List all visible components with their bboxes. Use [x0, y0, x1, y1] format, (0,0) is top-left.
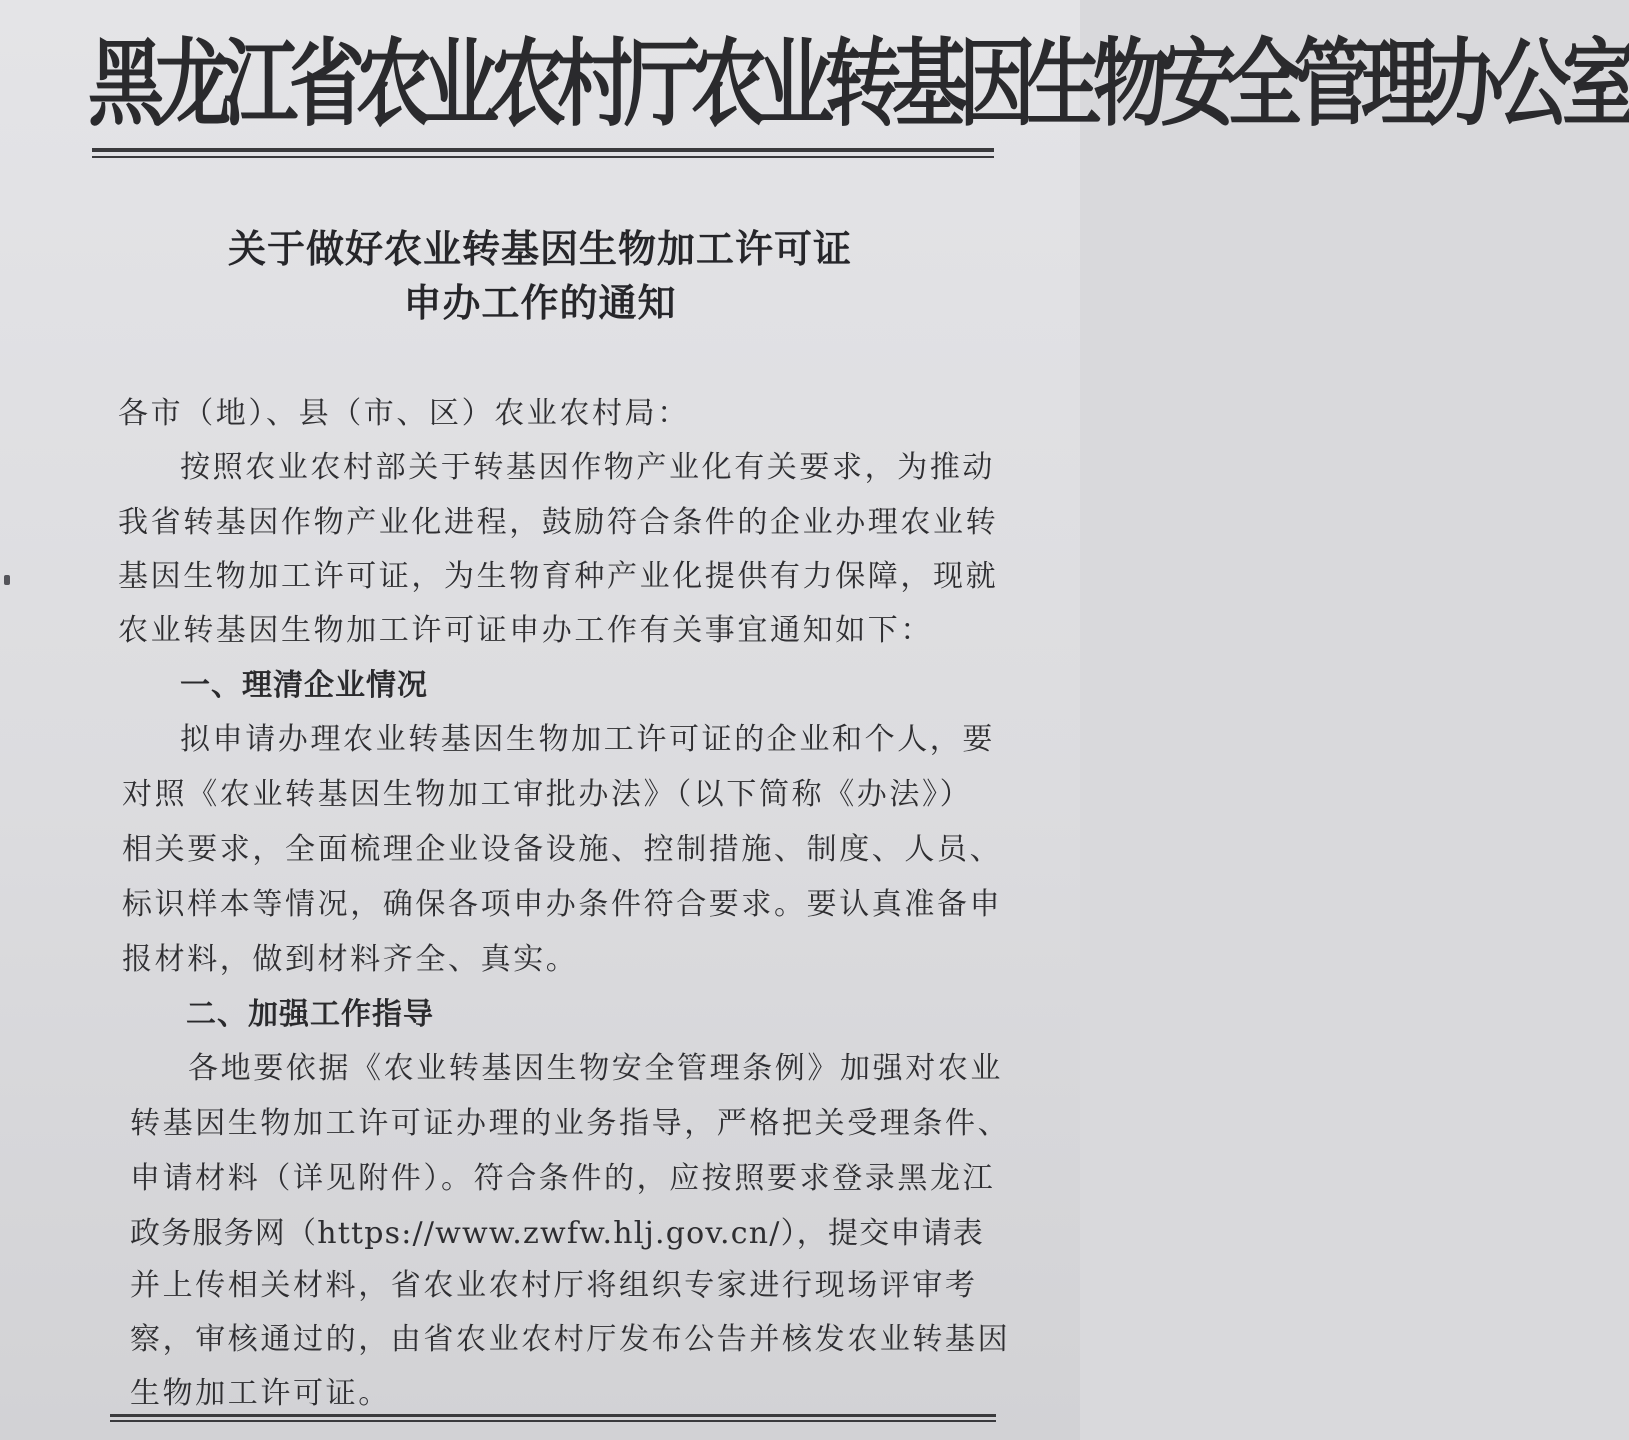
section-2-heading: 二、加强工作指导: [186, 997, 434, 1032]
notice-title-line-1: 关于做好农业转基因生物加工许可证: [227, 226, 852, 271]
issuing-office-header: 黑龙江省农业农村厅农业转基因生物安全管理办公室: [88, 27, 1629, 139]
intro-line-1: 按照农业农村部关于转基因作物产业化有关要求，为推动: [180, 450, 995, 485]
section-2-line-3: 申请材料（详见附件）。符合条件的，应按照要求登录黑龙江: [130, 1161, 996, 1196]
section-2-line-5: 并上传相关材料，省农业农村厅将组织专家进行现场评审考: [130, 1268, 978, 1303]
section-1-heading: 一、理清企业情况: [180, 668, 428, 703]
section-1-line-3: 相关要求，全面梳理企业设备设施、控制措施、制度、人员、: [122, 832, 1003, 867]
section-2-line-2: 转基因生物加工许可证办理的业务指导，严格把关受理条件、: [130, 1106, 1011, 1141]
footer-rule-thick: [110, 1414, 996, 1417]
section-1-line-5: 报材料，做到材料齐全、真实。: [122, 942, 579, 977]
footer-rule-thin: [110, 1420, 996, 1422]
intro-line-4: 农业转基因生物加工许可证申办工作有关事宜通知如下：: [118, 613, 933, 648]
notice-title-line-2: 申办工作的通知: [403, 280, 677, 325]
salutation: 各市（地）、县（市、区）农业农村局：: [118, 396, 690, 431]
binding-hole-mark: [4, 575, 10, 585]
header-rule-thick: [92, 148, 994, 152]
section-2-line-4: 政务服务网（https://www.zwfw.hlj.gov.cn/），提交申请表: [130, 1216, 984, 1251]
intro-line-2: 我省转基因作物产业化进程，鼓励符合条件的企业办理农业转: [118, 505, 999, 540]
intro-line-3: 基因生物加工许可证，为生物育种产业化提供有力保障，现就: [118, 559, 999, 594]
section-1-line-2: 对照《农业转基因生物加工审批办法》（以下简称《办法》）: [122, 777, 973, 812]
section-2-line-1: 各地要依据《农业转基因生物安全管理条例》加强对农业: [188, 1051, 1003, 1086]
section-2-line-6: 察，审核通过的，由省农业农村厅发布公告并核发农业转基因: [130, 1322, 1011, 1357]
section-1-line-4: 标识样本等情况，确保各项申办条件符合要求。要认真准备申: [122, 887, 1003, 922]
section-1-line-1: 拟申请办理农业转基因生物加工许可证的企业和个人，要: [180, 722, 995, 757]
header-rule-thin: [92, 156, 994, 158]
section-2-line-7: 生物加工许可证。: [130, 1376, 391, 1411]
